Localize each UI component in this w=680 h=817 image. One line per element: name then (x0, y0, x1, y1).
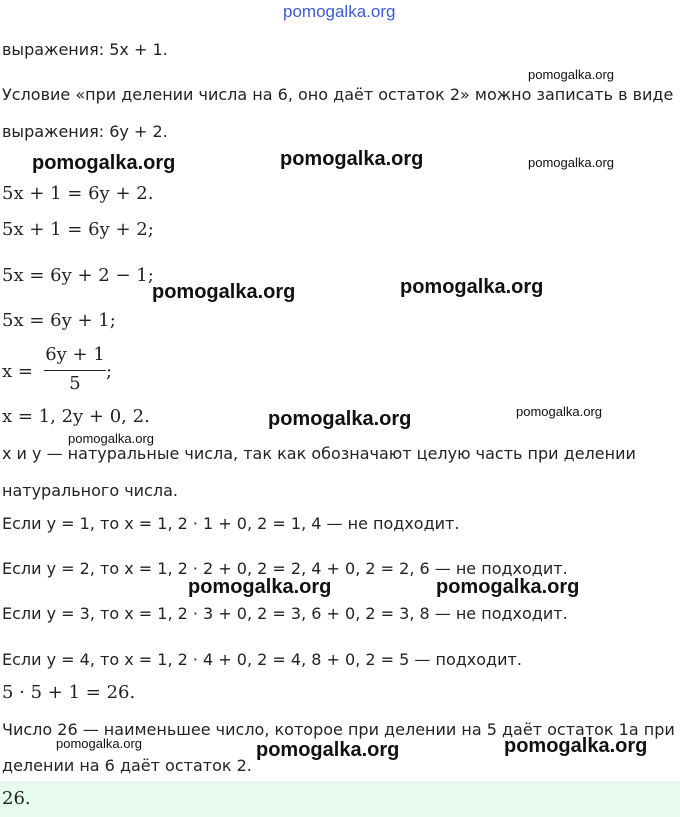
equation-line: 5x + 1 = 6y + 2. (2, 183, 154, 204)
text-line: Условие «при делении числа на 6, оно даёт остаток 2» можно записать в виде (2, 85, 674, 104)
text-line: выражения: 5x + 1. (2, 40, 168, 59)
fraction-tail: ; (106, 361, 113, 382)
text-line: Если y = 4, то x = 1, 2 · 4 + 0, 2 = 4, 8 + 0, 2 = 5 — подходит. (2, 650, 522, 669)
watermark: pomogalka.org (268, 408, 412, 430)
watermark: pomogalka.org (504, 735, 648, 757)
text-line: x и y — натуральные числа, так как обозначают целую часть при делении (2, 444, 636, 463)
watermark: pomogalka.org (528, 67, 614, 82)
equation-line: 5x + 1 = 6y + 2; (2, 219, 154, 240)
watermark: pomogalka.org (400, 276, 544, 298)
text-line: Если y = 2, то x = 1, 2 · 2 + 0, 2 = 2, 4 + 0, 2 = 2, 6 — не подходит. (2, 559, 568, 578)
fraction-numerator: 6y + 1 (45, 344, 105, 365)
answer-box (0, 781, 680, 817)
watermark: pomogalka.org (152, 281, 296, 303)
text-line: выражения: 6y + 2. (2, 122, 168, 141)
watermark: pomogalka.org (528, 155, 614, 170)
text-line: делении на 6 даёт остаток 2. (2, 756, 252, 775)
watermark: pomogalka.org (516, 404, 602, 419)
text-line: натурального числа. (2, 481, 178, 500)
fraction-lhs: x = (2, 361, 33, 382)
watermark: pomogalka.org (68, 431, 154, 446)
site-header-link[interactable]: pomogalka.org (283, 2, 396, 21)
watermark: pomogalka.org (56, 736, 142, 751)
answer-value: 26. (2, 788, 31, 809)
watermark: pomogalka.org (188, 576, 332, 598)
fraction-denominator: 5 (69, 373, 81, 394)
watermark: pomogalka.org (256, 739, 400, 761)
text-line: Число 26 — наименьшее число, которое при делении на 5 даёт остаток 1а при (2, 720, 675, 739)
equation-line: 5x = 6y + 2 − 1; (2, 265, 154, 286)
watermark: pomogalka.org (280, 148, 424, 170)
watermark: pomogalka.org (32, 152, 176, 174)
watermark: pomogalka.org (436, 576, 580, 598)
fraction-bar (44, 370, 106, 371)
text-line: Если y = 3, то x = 1, 2 · 3 + 0, 2 = 3, 6 + 0, 2 = 3, 8 — не подходит. (2, 604, 568, 623)
equation-line: x = 1, 2y + 0, 2. (2, 406, 150, 427)
equation-line: 5x = 6y + 1; (2, 310, 116, 331)
equation-line: 5 · 5 + 1 = 26. (2, 682, 136, 703)
text-line: Если y = 1, то x = 1, 2 · 1 + 0, 2 = 1, 4 — не подходит. (2, 514, 460, 533)
